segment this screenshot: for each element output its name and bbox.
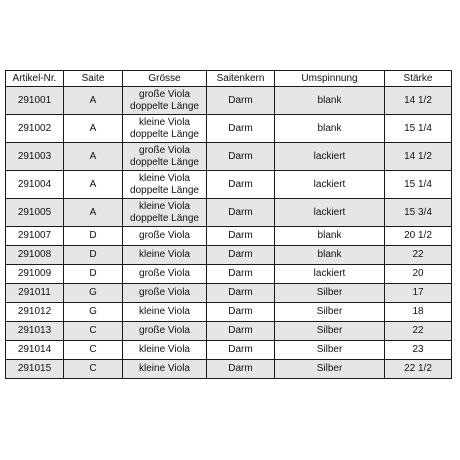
- cell-umspinnung: Silber: [275, 322, 385, 341]
- cell-saite: A: [64, 199, 123, 227]
- table-body: [6, 87, 452, 379]
- cell-saite: D: [64, 227, 123, 246]
- size-line: kleine Viola: [139, 249, 190, 260]
- table-row: [6, 199, 452, 227]
- cell-umspinnung: Silber: [275, 303, 385, 322]
- cell-artikel-nr: 291005: [6, 199, 64, 227]
- cell-groesse: [123, 87, 207, 115]
- table-header: [6, 71, 452, 87]
- cell-groesse: [123, 265, 207, 284]
- cell-saite: C: [64, 341, 123, 360]
- cell-umspinnung: lackiert: [275, 171, 385, 199]
- header-saite: Saite: [64, 71, 123, 87]
- table-row: [6, 341, 452, 360]
- header-artikel-nr: Artikel-Nr.: [6, 71, 64, 87]
- cell-artikel-nr: 291004: [6, 171, 64, 199]
- table-row: [6, 143, 452, 171]
- cell-saitenkern: Darm: [207, 227, 275, 246]
- cell-staerke: 20 1/2: [385, 227, 452, 246]
- cell-staerke: 15 1/4: [385, 171, 452, 199]
- cell-saitenkern: Darm: [207, 115, 275, 143]
- cell-groesse: [123, 341, 207, 360]
- header-groesse: Grösse: [123, 71, 207, 87]
- size-line: kleine Viola: [139, 116, 190, 128]
- cell-artikel-nr: 291012: [6, 303, 64, 322]
- cell-saitenkern: Darm: [207, 360, 275, 379]
- cell-saite: A: [64, 171, 123, 199]
- table-row: [6, 322, 452, 341]
- cell-artikel-nr: 291007: [6, 227, 64, 246]
- cell-groesse: [123, 199, 207, 227]
- cell-groesse: [123, 322, 207, 341]
- cell-umspinnung: lackiert: [275, 199, 385, 227]
- size-line: kleine Viola: [139, 172, 190, 184]
- cell-saite: G: [64, 284, 123, 303]
- cell-artikel-nr: 291003: [6, 143, 64, 171]
- table-row: [6, 303, 452, 322]
- viola-strings-table: [5, 70, 452, 379]
- cell-umspinnung: blank: [275, 227, 385, 246]
- size-line: doppelte Länge: [130, 156, 199, 168]
- cell-staerke: 18: [385, 303, 452, 322]
- header-staerke: Stärke: [385, 71, 452, 87]
- cell-saitenkern: Darm: [207, 265, 275, 284]
- size-line: kleine Viola: [139, 306, 190, 317]
- table-row: [6, 171, 452, 199]
- cell-saite: D: [64, 265, 123, 284]
- cell-saite: D: [64, 246, 123, 265]
- cell-umspinnung: Silber: [275, 360, 385, 379]
- cell-staerke: 22: [385, 246, 452, 265]
- cell-groesse: [123, 115, 207, 143]
- size-line: große Viola: [139, 287, 190, 298]
- cell-saitenkern: Darm: [207, 303, 275, 322]
- cell-groesse: [123, 303, 207, 322]
- size-line: doppelte Länge: [130, 128, 199, 140]
- cell-umspinnung: lackiert: [275, 265, 385, 284]
- cell-groesse: [123, 227, 207, 246]
- cell-artikel-nr: 291011: [6, 284, 64, 303]
- size-line: große Viola: [139, 230, 190, 241]
- size-line: doppelte Länge: [130, 184, 199, 196]
- cell-artikel-nr: 291001: [6, 87, 64, 115]
- cell-staerke: 22: [385, 322, 452, 341]
- cell-saitenkern: Darm: [207, 246, 275, 265]
- cell-staerke: 14 1/2: [385, 87, 452, 115]
- cell-umspinnung: Silber: [275, 284, 385, 303]
- cell-saite: C: [64, 360, 123, 379]
- cell-saitenkern: Darm: [207, 341, 275, 360]
- cell-saitenkern: Darm: [207, 322, 275, 341]
- cell-groesse: [123, 284, 207, 303]
- size-line: große Viola: [139, 268, 190, 279]
- cell-groesse: [123, 246, 207, 265]
- cell-artikel-nr: 291013: [6, 322, 64, 341]
- size-line: kleine Viola: [139, 363, 190, 374]
- cell-staerke: 22 1/2: [385, 360, 452, 379]
- cell-artikel-nr: 291002: [6, 115, 64, 143]
- size-line: große Viola: [139, 144, 190, 156]
- strings-table-container: [5, 70, 451, 379]
- cell-saitenkern: Darm: [207, 87, 275, 115]
- cell-saite: A: [64, 143, 123, 171]
- cell-staerke: 15 1/4: [385, 115, 452, 143]
- size-line: große Viola: [139, 325, 190, 336]
- cell-umspinnung: Silber: [275, 341, 385, 360]
- cell-staerke: 23: [385, 341, 452, 360]
- cell-saitenkern: Darm: [207, 199, 275, 227]
- cell-saitenkern: Darm: [207, 284, 275, 303]
- cell-saite: C: [64, 322, 123, 341]
- cell-staerke: 14 1/2: [385, 143, 452, 171]
- size-line: doppelte Länge: [130, 212, 199, 224]
- cell-groesse: [123, 171, 207, 199]
- table-row: [6, 87, 452, 115]
- header-row: [6, 71, 452, 87]
- header-umspinnung: Umspinnung: [275, 71, 385, 87]
- table-row: [6, 246, 452, 265]
- cell-saite: A: [64, 115, 123, 143]
- cell-saite: G: [64, 303, 123, 322]
- table-row: [6, 284, 452, 303]
- cell-artikel-nr: 291015: [6, 360, 64, 379]
- table-row: [6, 360, 452, 379]
- cell-staerke: 20: [385, 265, 452, 284]
- header-saitenkern: Saitenkern: [207, 71, 275, 87]
- table-row: [6, 265, 452, 284]
- table-row: [6, 115, 452, 143]
- cell-groesse: [123, 143, 207, 171]
- cell-groesse: [123, 360, 207, 379]
- cell-artikel-nr: 291008: [6, 246, 64, 265]
- cell-saitenkern: Darm: [207, 171, 275, 199]
- size-line: doppelte Länge: [130, 100, 199, 112]
- cell-artikel-nr: 291009: [6, 265, 64, 284]
- size-line: kleine Viola: [139, 344, 190, 355]
- size-line: kleine Viola: [139, 200, 190, 212]
- size-line: große Viola: [139, 88, 190, 100]
- table-row: [6, 227, 452, 246]
- cell-artikel-nr: 291014: [6, 341, 64, 360]
- cell-umspinnung: blank: [275, 87, 385, 115]
- cell-umspinnung: blank: [275, 115, 385, 143]
- cell-saitenkern: Darm: [207, 143, 275, 171]
- cell-umspinnung: blank: [275, 246, 385, 265]
- cell-saite: A: [64, 87, 123, 115]
- cell-staerke: 15 3/4: [385, 199, 452, 227]
- cell-umspinnung: lackiert: [275, 143, 385, 171]
- cell-staerke: 17: [385, 284, 452, 303]
